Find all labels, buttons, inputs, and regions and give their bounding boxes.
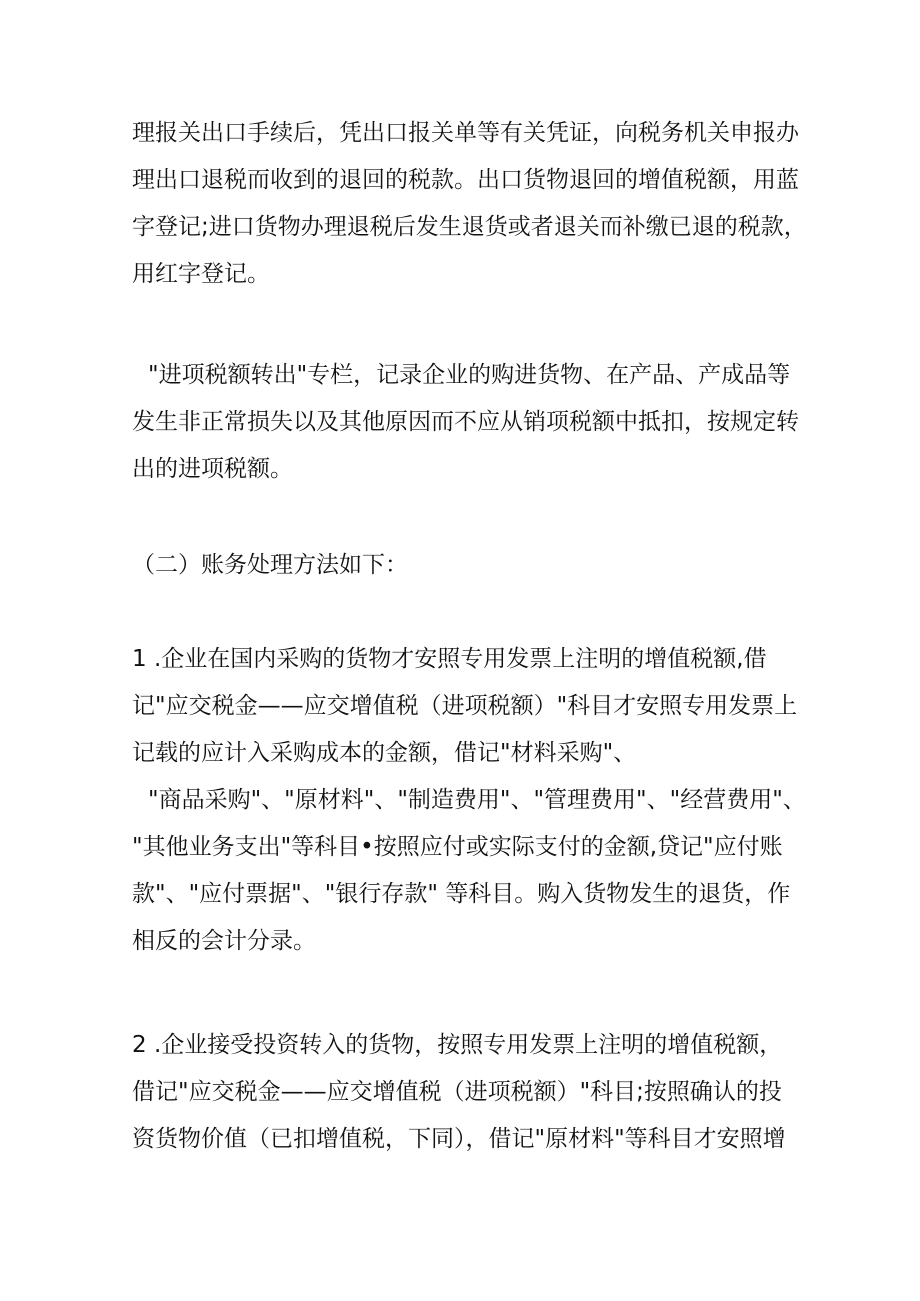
text-line: 借记"应交税金——应交增值税（进项税额）"科目;按照确认的投 <box>132 1079 782 1105</box>
text-line: 发生非正常损失以及其他原因而不应从销项税额中抵扣，按规定转 <box>132 409 799 435</box>
text-line: 1 .企业在国内采购的货物才安照专用发票上注明的增值税额,借 <box>132 646 767 672</box>
text-line: 记载的应计入采购成本的金额，借记"材料采购"、 <box>132 740 637 766</box>
text-line: "商品采购"、"原材料"、"制造费用"、"管理费用"、"经营费用"、 <box>148 787 806 813</box>
text-line: 资货物价值（已扣增值税，下同），借记"原材料"等科目才安照增 <box>132 1126 786 1152</box>
text-line: 记"应交税金——应交增值税（进项税额）"科目才安照专用发票上 <box>132 693 798 719</box>
text-line: 款"、"应付票据"、"银行存款" 等科目。购入货物发生的退货，作 <box>132 881 791 907</box>
heading-text: （二）账务处理方法如下： <box>132 552 408 578</box>
text-line: 字登记;进口货物办理退税后发生退货或者退关而补缴已退的税款， <box>132 214 807 240</box>
text-line: 2 .企业接受投资转入的货物，按照专用发票上注明的增值税额， <box>132 1032 783 1058</box>
paragraph-item-1 <box>132 636 806 965</box>
text-line: 出的进项税额。 <box>132 456 293 482</box>
text-line: 用红字登记。 <box>132 261 270 287</box>
text-line: 理报关出口手续后，凭出口报关单等有关凭证，向税务机关申报办 <box>132 120 799 146</box>
text-line: 理出口退税而收到的退回的税款。出口货物退回的增值税额，用蓝 <box>132 167 799 193</box>
paragraph-input-tax-transfer <box>132 352 802 493</box>
paragraph-export-refund <box>132 110 807 298</box>
text-line: 相反的会计分录。 <box>132 928 316 954</box>
text-line: "其他业务支出"等科目•按照应付或实际支付的金额,贷记"应付账 <box>132 834 783 860</box>
text-line: "进项税额转出"专栏，记录企业的购进货物、在产品、产成品等 <box>148 362 791 388</box>
section-heading <box>132 542 802 589</box>
paragraph-item-2 <box>132 1022 802 1163</box>
